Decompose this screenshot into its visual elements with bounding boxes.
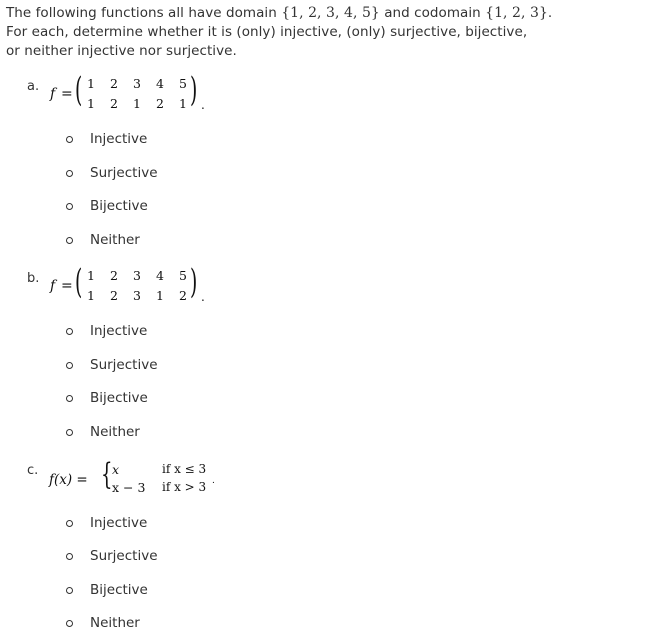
function-name: f(x) = <box>49 472 88 488</box>
instructions-line-1: The following functions all have domain {1, 2, 3, 4, 5} and codomain {1, 2, 3}. <box>6 5 553 21</box>
question-label: c. <box>27 463 39 478</box>
radio-button[interactable] <box>66 136 73 143</box>
question-label: b. <box>27 271 40 286</box>
option-surjective[interactable]: Surjective <box>66 164 158 182</box>
case-1-expression: x <box>112 462 120 477</box>
radio-button[interactable] <box>66 429 73 436</box>
matrix-top-row: 1 2 3 4 5 <box>87 268 187 283</box>
option-neither[interactable]: Neither <box>66 231 140 249</box>
option-neither[interactable]: Neither <box>66 614 140 632</box>
option-bijective[interactable]: Bijective <box>66 389 148 407</box>
left-paren: ( <box>75 262 83 302</box>
radio-button[interactable] <box>66 520 73 527</box>
option-injective[interactable]: Injective <box>66 514 147 532</box>
case-2-condition: if x > 3 <box>162 480 207 494</box>
domain-set: {1, 2, 3, 4, 5} <box>281 5 380 21</box>
option-bijective[interactable]: Bijective <box>66 197 148 215</box>
matrix-bottom-row: 1 2 1 2 1 <box>87 96 187 111</box>
codomain-set: {1, 2, 3} <box>485 5 548 21</box>
right-paren: ) <box>190 70 198 110</box>
piecewise-function: f(x) = { x if x ≤ 3 x − 3 if x > 3 . <box>49 457 215 495</box>
option-bijective[interactable]: Bijective <box>66 581 148 599</box>
left-brace: { <box>101 457 113 492</box>
radio-button[interactable] <box>66 620 73 627</box>
radio-button[interactable] <box>66 587 73 594</box>
radio-button[interactable] <box>66 553 73 560</box>
right-paren: ) <box>190 262 198 302</box>
instructions-line-3: or neither injective nor surjective. <box>6 43 237 59</box>
radio-button[interactable] <box>66 203 73 210</box>
option-surjective[interactable]: Surjective <box>66 356 158 374</box>
instructions-line-2: For each, determine whether it is (only) injective, (only) surjective, bijective, <box>6 24 528 40</box>
matrix-bottom-row: 1 2 3 1 2 <box>87 288 187 303</box>
case-2-expression: x − 3 <box>112 480 146 495</box>
case-1-condition: if x ≤ 3 <box>162 462 207 476</box>
radio-button[interactable] <box>66 395 73 402</box>
option-injective[interactable]: Injective <box>66 130 147 148</box>
radio-button[interactable] <box>66 170 73 177</box>
radio-button[interactable] <box>66 362 73 369</box>
option-injective[interactable]: Injective <box>66 322 147 340</box>
radio-button[interactable] <box>66 328 73 335</box>
left-paren: ( <box>75 70 83 110</box>
question-label: a. <box>27 79 40 94</box>
matrix-top-row: 1 2 3 4 5 <box>87 76 187 91</box>
option-neither[interactable]: Neither <box>66 423 140 441</box>
instructions <box>6 4 646 61</box>
radio-button[interactable] <box>66 237 73 244</box>
option-surjective[interactable]: Surjective <box>66 547 158 565</box>
